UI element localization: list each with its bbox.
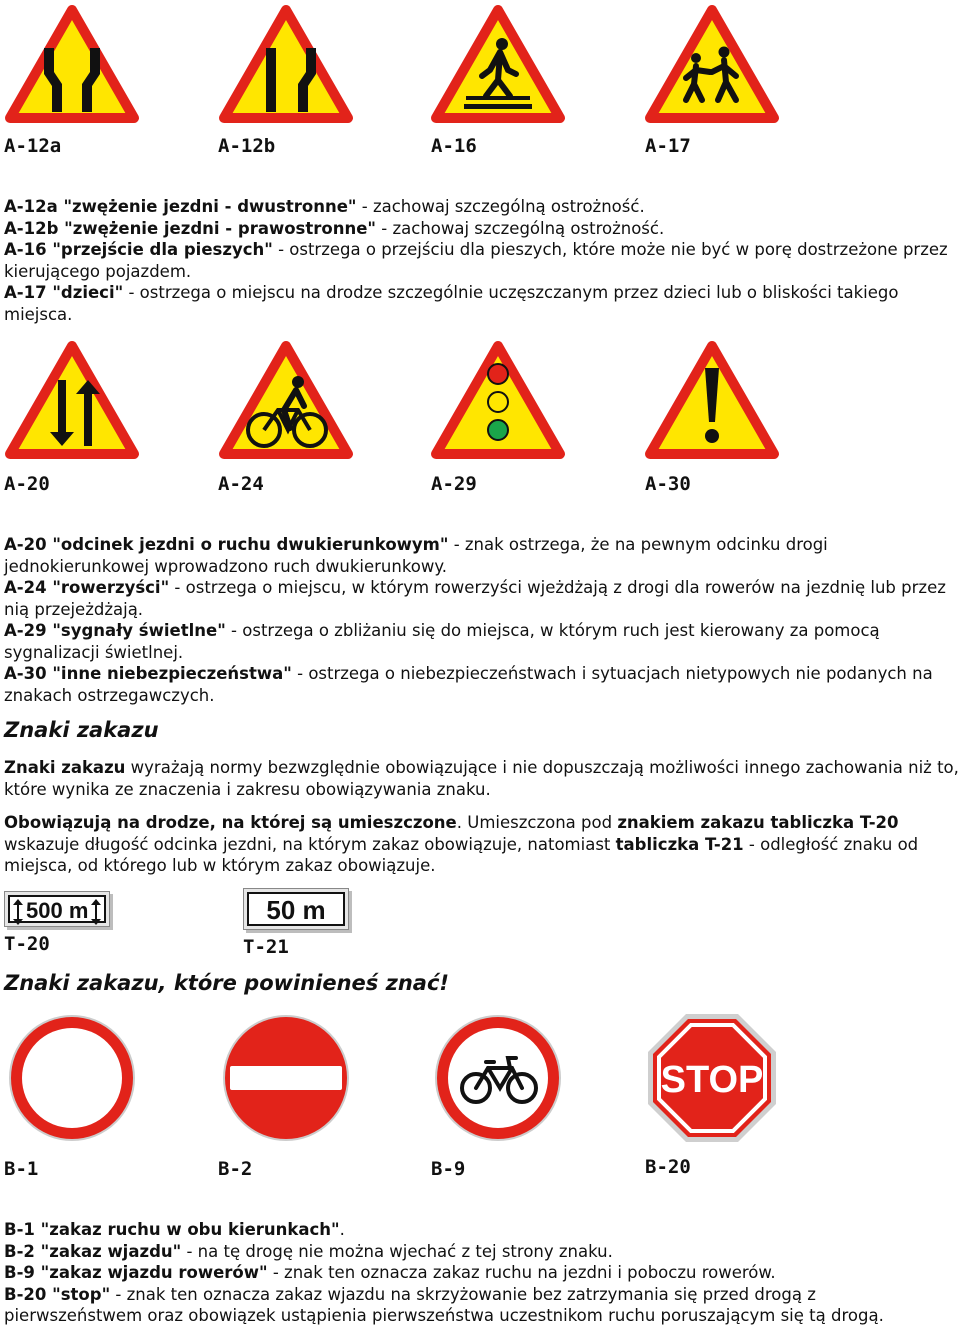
description-line	[4, 534, 959, 577]
sign-code: A-12a	[4, 135, 62, 157]
sign-name: A-16 "przejście dla pieszych"	[4, 240, 273, 259]
sign-description: - ostrzega o miejscu na drodze szczególnie uczęszczanym przez dzieci lub o bliskości takiego miejsca.	[4, 283, 899, 324]
description-line	[4, 218, 959, 240]
sign-description: - ostrzega o miejscu, w którym rowerzyści wjeżdżają z drogi dla rowerów na jezdnię lub przez nią przejeżdżają.	[4, 578, 946, 619]
sign-description: - znak ostrzega, że na pewnym odcinku drogi jednokierunkowej wprowadzono ruch dwukierunkowy.	[4, 535, 828, 576]
plates-text-3: - odległość znaku od miejsca, od którego lub w którym zakaz obowiązuje.	[4, 834, 919, 875]
two-way-traffic-icon	[4, 340, 140, 464]
plates-bold-1: Obowiązują na drodze, na której są umieszczone	[4, 813, 457, 832]
sign-description: - znak ten oznacza zakaz wjazdu na skrzyżowanie bez zatrzymania się przed drogą z pierwszeństwem oraz obowiązek ustąpienia pierwszeństwa uczestnikom ruchu poruszającym się tą drogą.	[4, 1284, 884, 1325]
sign-code: B-9	[431, 1158, 466, 1180]
description-line	[4, 239, 959, 282]
warning-signs-description-1	[4, 196, 959, 325]
sign-name: A-17 "dzieci"	[4, 283, 124, 302]
no-traffic-icon	[4, 1010, 140, 1146]
plate-code: T-21	[243, 936, 289, 958]
plate-value: 500 m	[26, 898, 89, 923]
road-narrowing-right-icon	[218, 4, 354, 126]
sign-code: A-16	[431, 135, 477, 157]
plates-text-2: wskazuje długość odcinka jezdni, na którym zakaz obowiązuje, natomiast	[4, 834, 616, 854]
plate-value: 50 m	[266, 895, 326, 925]
intro-paragraph	[4, 757, 959, 800]
sign-description: .	[339, 1220, 345, 1239]
cyclist-icon	[218, 340, 354, 464]
sign-name: B-20 "stop"	[4, 1284, 111, 1304]
sign-description: - na tę drogę nie można wjechać z tej strony znaku.	[181, 1241, 613, 1261]
description-line	[4, 1241, 959, 1263]
plates-bold-3: tabliczka T-21	[615, 834, 744, 854]
intro-bold: Znaki zakazu	[4, 758, 126, 777]
sign-name: A-12a "zwężenie jezdni - dwustronne"	[4, 197, 357, 216]
exclamation-icon	[644, 340, 780, 464]
sign-description: - znak ten oznacza zakaz ruchu na jezdni i poboczu rowerów.	[267, 1263, 776, 1282]
road-narrowing-both-icon	[4, 4, 140, 126]
sign-code: B-1	[4, 1158, 39, 1180]
length-arrow-icon	[13, 899, 23, 925]
sign-code: A-12b	[218, 135, 276, 157]
sign-code: B-2	[218, 1158, 253, 1180]
plate-code: T-20	[4, 933, 50, 955]
description-line	[4, 282, 959, 325]
sign-name: A-12b "zwężenie jezdni - prawostronne"	[4, 218, 377, 238]
sign-name: A-30 "inne niebezpieczeństwa"	[4, 664, 292, 683]
sign-description: - ostrzega o niebezpieczeństwach i sytuacjach nietypowych nie podanych na znakach ostrzegawczych.	[4, 664, 933, 705]
stop-label: STOP	[660, 1059, 764, 1101]
warning-signs-description-2	[4, 534, 959, 706]
plates-paragraph	[4, 812, 959, 877]
sign-name: A-20 "odcinek jezdni o ruchu dwukierunkowym"	[4, 535, 449, 554]
traffic-light-icon	[430, 340, 566, 464]
sign-code: A-30	[645, 473, 691, 495]
sign-code: A-20	[4, 473, 50, 495]
sign-description: - ostrzega o przejściu dla pieszych, które może nie być w porę dostrzeżone przez kierującego pojazdem.	[4, 240, 948, 281]
sign-description: - ostrzega o zbliżaniu się do miejsca, w którym ruch jest kierowany za pomocą sygnalizacji świetlnej.	[4, 621, 880, 662]
sign-name: A-24 "rowerzyści"	[4, 578, 170, 597]
pedestrian-crossing-icon	[430, 4, 566, 126]
description-line	[4, 577, 959, 620]
section-heading: Znaki zakazu	[4, 718, 159, 742]
plate-t21	[243, 888, 349, 930]
description-line	[4, 1262, 959, 1284]
no-bicycles-icon	[430, 1010, 566, 1146]
sign-description: - zachowaj szczególną ostrożność.	[376, 218, 665, 238]
prohibition-signs-description	[4, 1219, 959, 1327]
sign-code: A-17	[645, 135, 691, 157]
description-line	[4, 663, 959, 706]
subheading: Znaki zakazu, które powinieneś znać!	[4, 971, 449, 995]
plate-t20	[4, 891, 110, 927]
sign-code: B-20	[645, 1156, 691, 1178]
sign-name: B-2 "zakaz wjazdu"	[4, 1241, 182, 1261]
sign-name: B-1 "zakaz ruchu w obu kierunkach"	[4, 1220, 340, 1239]
children-icon	[644, 4, 780, 126]
length-arrow-icon	[91, 899, 101, 925]
description-line	[4, 620, 959, 663]
sign-name: B-9 "zakaz wjazdu rowerów"	[4, 1263, 268, 1282]
sign-code: A-24	[218, 473, 264, 495]
description-line	[4, 196, 959, 218]
description-line	[4, 1284, 959, 1327]
no-entry-icon	[218, 1010, 354, 1146]
sign-name: A-29 "sygnały świetlne"	[4, 621, 226, 640]
stop-sign-icon	[644, 1010, 780, 1146]
sign-code: A-29	[431, 473, 477, 495]
intro-text: wyrażają normy bezwzględnie obowiązujące i nie dopuszczają możliwości innego zachowania niż to, które wynika ze znaczenia i zakresu obowiązywania znaku.	[4, 758, 959, 799]
sign-description: - zachowaj szczególną ostrożność.	[356, 197, 645, 216]
description-line	[4, 1219, 959, 1241]
plates-text-1: . Umieszczona pod	[456, 813, 618, 832]
plates-bold-2: znakiem zakazu tabliczka T-20	[617, 813, 899, 832]
